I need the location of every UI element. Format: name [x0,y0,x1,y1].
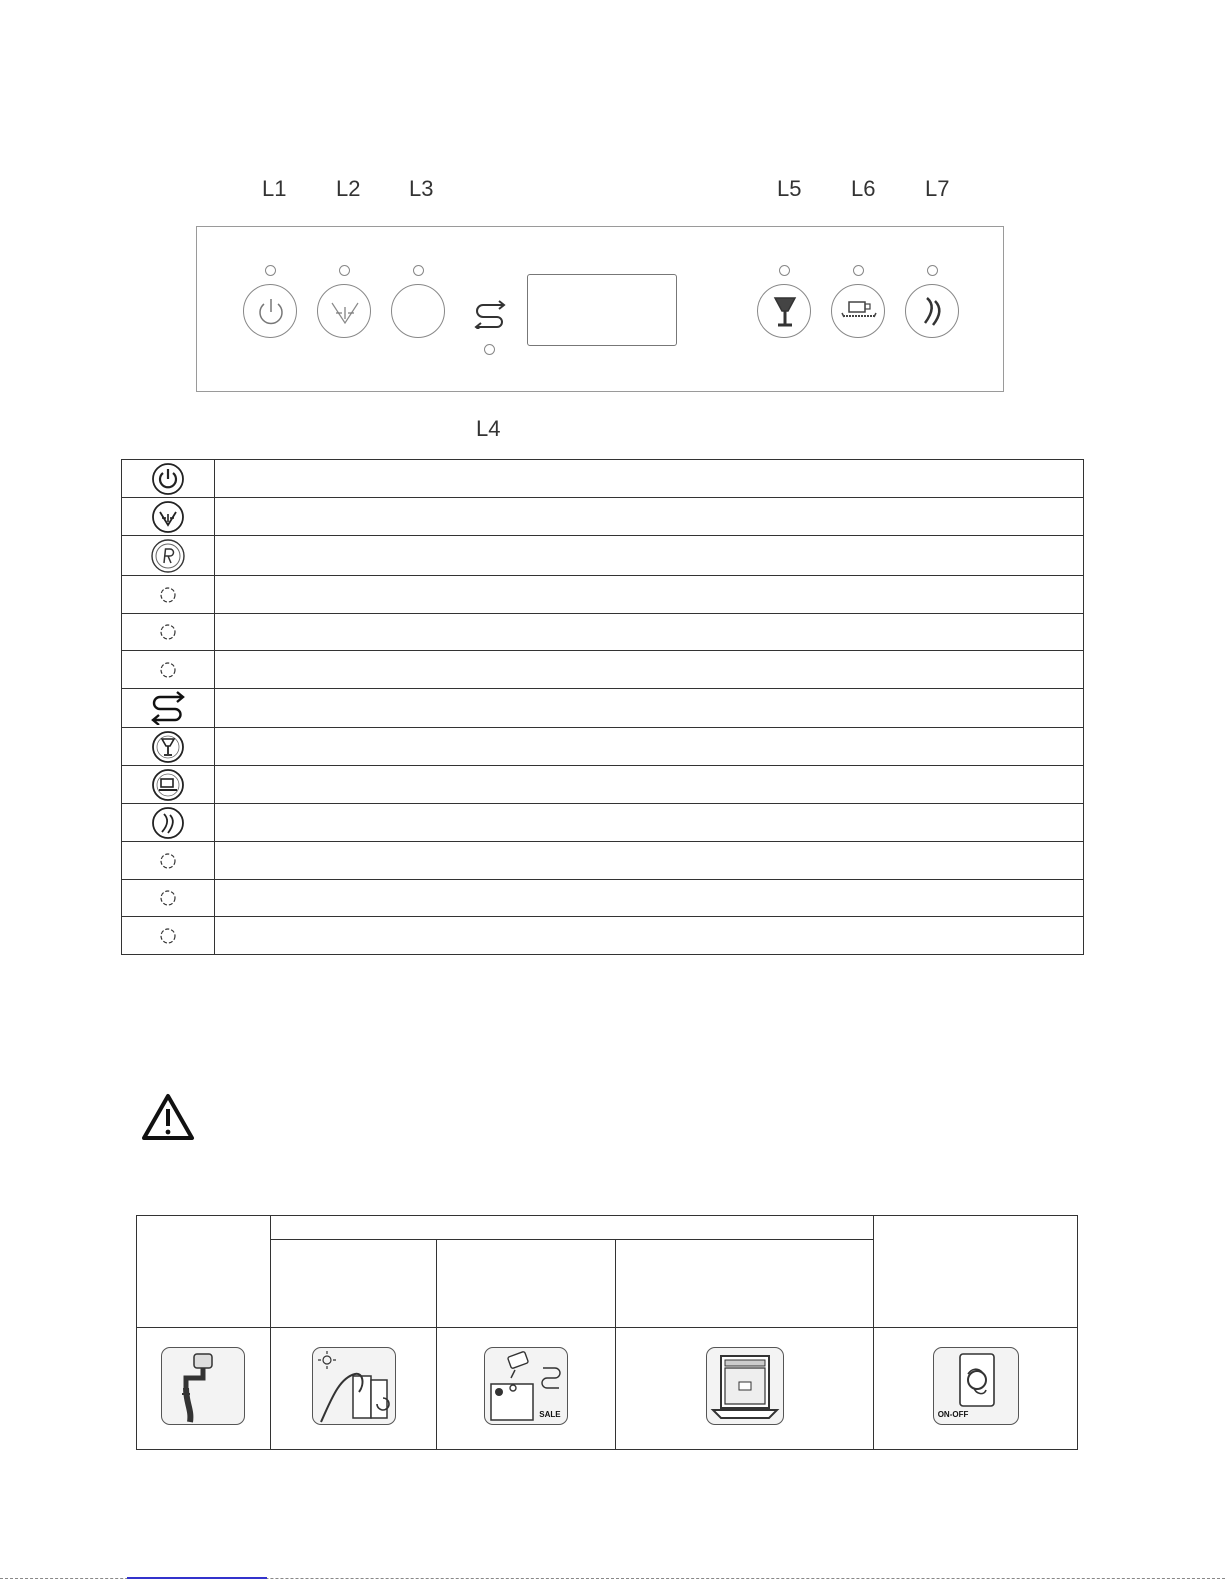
rinse-aid-icon [312,1347,396,1425]
led-l7 [927,265,938,276]
steps-header-cell [437,1240,616,1328]
reset-r-icon [150,538,186,574]
legend-row [122,689,1084,728]
legend-row-text [215,917,1084,955]
footer-link-underline[interactable] [127,1577,267,1579]
cycle-swap-icon [148,691,188,725]
led-label-l5: L5 [777,176,802,201]
open-dishwasher-icon [706,1347,784,1425]
legend-row-text [215,804,1084,842]
led-l5 [779,265,790,276]
led-label-l1: L1 [262,176,287,201]
water-tap-icon [161,1347,245,1425]
intensive-icon [906,285,960,339]
salt-caption: SALE [539,1410,561,1419]
legend-row [122,842,1084,880]
glass-program-button[interactable] [757,284,811,338]
cycle-swap-icon [473,299,507,334]
led-l3 [413,265,424,276]
led-icon [158,622,178,642]
power-button[interactable] [243,284,297,338]
control-panel [196,226,1004,392]
led-label-l3: L3 [409,176,434,201]
salt-refill-icon [484,1347,568,1425]
led-l6 [853,265,864,276]
led-label-l2: L2 [336,176,361,201]
led-label-l6: L6 [851,176,876,201]
steps-table [136,1215,1078,1450]
legend-row [122,498,1084,536]
drain-icon [318,285,372,339]
power-icon [244,285,298,339]
on-off-switch-icon [933,1347,1019,1425]
legend-row-text [215,614,1084,651]
program-display [527,274,677,346]
legend-row [122,917,1084,955]
legend-row [122,651,1084,689]
legend-row [122,880,1084,917]
dish-icon [832,285,886,339]
legend-row [122,576,1084,614]
legend-row [122,804,1084,842]
legend-row-text [215,766,1084,804]
legend-row [122,460,1084,498]
steps-header-cell [874,1216,1078,1328]
legend-row [122,614,1084,651]
dish-icon [151,768,185,802]
legend-row-text [215,651,1084,689]
legend-row-text [215,728,1084,766]
legend-row-text [215,880,1084,917]
steps-header-cell [270,1216,874,1240]
legend-row [122,536,1084,576]
intensive-icon [151,806,185,840]
glass-icon [758,285,812,339]
reset-button[interactable] [391,284,445,338]
steps-header-cell [616,1240,874,1328]
legend-row-text [215,689,1084,728]
legend-row [122,728,1084,766]
led-icon [158,851,178,871]
glass-icon [151,730,185,764]
legend-row-text [215,536,1084,576]
led-icon [158,660,178,680]
drain-icon [151,500,185,534]
steps-header-cell [137,1216,271,1328]
legend-row-text [215,498,1084,536]
steps-header-cell [270,1240,437,1328]
led-label-l4: L4 [476,416,501,441]
led-icon [158,926,178,946]
power-icon [151,462,185,496]
legend-row-text [215,842,1084,880]
led-label-l7: L7 [925,176,950,201]
on-off-caption: ON-OFF [937,1410,969,1419]
led-l1 [265,265,276,276]
legend-row-text [215,576,1084,614]
led-icon [158,585,178,605]
led-l4 [484,344,495,355]
dish-program-button[interactable] [831,284,885,338]
legend-row [122,766,1084,804]
drain-button[interactable] [317,284,371,338]
led-icon [158,888,178,908]
legend-row-text [215,460,1084,498]
led-l2 [339,265,350,276]
legend-table [121,459,1084,955]
intensive-program-button[interactable] [905,284,959,338]
warning-triangle-icon [140,1092,196,1149]
